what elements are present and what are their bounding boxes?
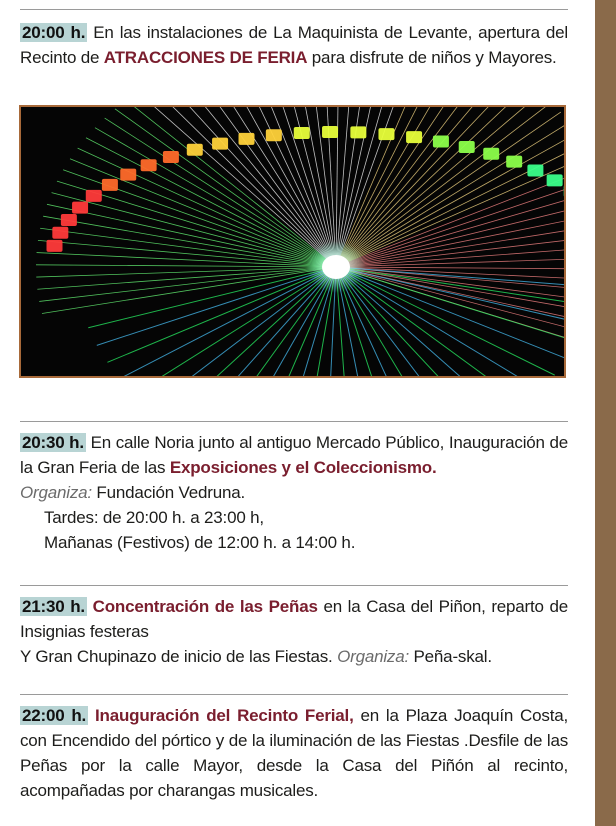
event-2000-text: 20:00 h. En las instalaciones de La Maquinista de Levante, apertura del Recinto de ATRACCIONES DE FERIA para disfrute de niños y Mayores. <box>20 23 568 67</box>
divider <box>20 585 568 586</box>
event-2030-text: 20:30 h. En calle Noria junto al antiguo Mercado Público, Inauguración de la Gran Feria de las Exposiciones y el Coleccionismo. Organiza: Fundación Vedruna. Tardes: de 20:00 h. a 23:00 h, Mañanas (Festivos) de 12:00 h. a 14:00 h. <box>20 430 568 555</box>
organizer-value: Peña-skal. <box>409 647 492 666</box>
organizer-label: Organiza: <box>20 483 92 502</box>
organizer-value: Fundación Vedruna. <box>91 483 245 502</box>
event-2000 <box>20 9 568 70</box>
event-2030 <box>20 421 568 555</box>
event-highlight: Concentración de las Peñas <box>92 597 318 616</box>
divider <box>20 9 568 10</box>
event-time: 22:00 h. <box>22 706 87 725</box>
event-highlight: Inauguración del Recinto Ferial, <box>95 706 354 725</box>
divider <box>20 694 568 695</box>
event-2130-text: 21:30 h. Concentración de las Peñas en la Casa del Piñon, reparto de Insignias festeras Y Gran Chupinazo de inicio de las Fiestas. Organiza: Peña-skal. <box>20 597 568 666</box>
event-highlight: ATRACCIONES DE FERIA <box>103 48 308 67</box>
event-2200 <box>20 694 568 803</box>
page-side-strip <box>595 0 616 826</box>
event-time: 20:00 h. <box>22 23 86 42</box>
ferris-wheel-image <box>21 107 564 376</box>
divider <box>20 421 568 422</box>
schedule-mananas: Mañanas (Festivos) de 12:00 h. a 14:00 h. <box>44 533 356 552</box>
event-highlight: Exposiciones y el Coleccionismo. <box>169 458 437 477</box>
event-time: 21:30 h. <box>22 597 85 616</box>
event-2130 <box>20 585 568 669</box>
schedule-tardes: Tardes: de 20:00 h. a 23:00 h, <box>44 508 264 527</box>
organizer-label: Organiza: <box>337 647 410 666</box>
ferris-wheel-photo <box>19 105 566 378</box>
event-2200-text: 22:00 h. Inauguración del Recinto Ferial, en la Plaza Joaquín Costa, con Encendido del pórtico y de la iluminación de las Fiestas .Desfile de las Peñas por la calle Mayor, desde la Casa del Piñón al recinto, acompañadas por charangas musicales. <box>20 706 568 800</box>
event-time: 20:30 h. <box>22 433 84 452</box>
